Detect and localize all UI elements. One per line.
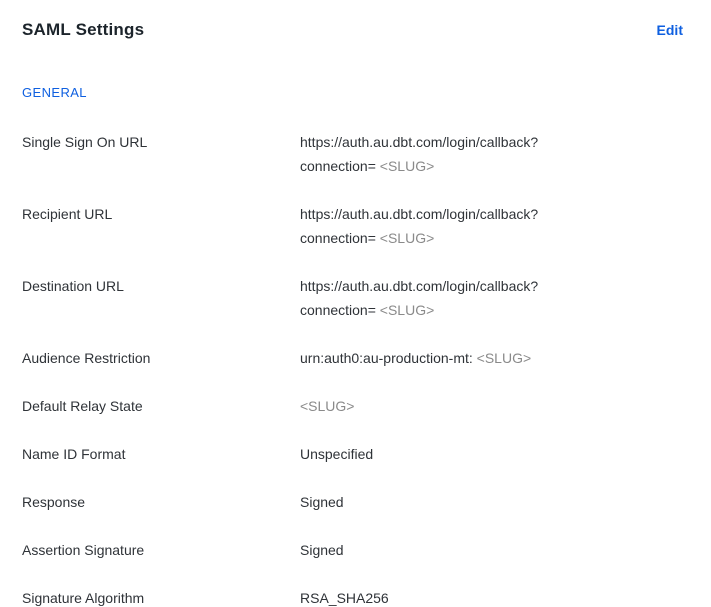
value-line: Signed: [300, 494, 344, 510]
slug-placeholder: <SLUG>: [375, 302, 435, 318]
row-value: [300, 394, 354, 418]
value-line: https://auth.au.dbt.com/login/callback?: [300, 206, 539, 222]
value-line: RSA_SHA256: [300, 590, 389, 606]
settings-row-signature-algorithm: [22, 586, 683, 607]
row-label: Signature Algorithm: [22, 590, 145, 606]
value-line: connection=: [300, 230, 376, 246]
row-value: [300, 274, 538, 322]
row-label: Default Relay State: [22, 398, 143, 414]
value-line: Signed: [300, 542, 344, 558]
settings-row-name-id-format: [22, 442, 683, 466]
edit-button[interactable]: Edit: [656, 22, 683, 38]
row-value: [300, 586, 389, 607]
settings-row-assertion-signature: [22, 538, 683, 562]
settings-row-recipient-url: [22, 202, 683, 250]
row-label: Assertion Signature: [22, 542, 145, 558]
slug-placeholder: <SLUG>: [300, 398, 355, 414]
settings-row-default-relay-state: [22, 394, 683, 418]
row-value: [300, 538, 344, 562]
row-value: [300, 202, 538, 250]
value-line: Unspecified: [300, 446, 374, 462]
value-line: https://auth.au.dbt.com/login/callback?: [300, 278, 539, 294]
page-header: [22, 18, 683, 42]
value-line: https://auth.au.dbt.com/login/callback?: [300, 134, 539, 150]
row-value: [300, 442, 373, 466]
value-line: connection=: [300, 302, 376, 318]
settings-row-destination-url: [22, 274, 683, 322]
row-value: [300, 490, 344, 514]
settings-rows: [22, 130, 683, 607]
settings-row-single-sign-on-url: [22, 130, 683, 178]
row-label: Response: [22, 494, 86, 510]
slug-placeholder: <SLUG>: [375, 158, 435, 174]
section-header-general: GENERAL: [22, 85, 87, 100]
row-label: Recipient URL: [22, 206, 113, 222]
row-value: [300, 130, 538, 178]
settings-row-response: [22, 490, 683, 514]
value-line: urn:auth0:au-production-mt:: [300, 350, 473, 366]
row-label: Destination URL: [22, 278, 124, 294]
row-value: [300, 346, 531, 370]
page-title: SAML Settings: [22, 20, 145, 39]
row-label: Audience Restriction: [22, 350, 151, 366]
slug-placeholder: <SLUG>: [472, 350, 532, 366]
row-label: Single Sign On URL: [22, 134, 148, 150]
slug-placeholder: <SLUG>: [375, 230, 435, 246]
row-label: Name ID Format: [22, 446, 126, 462]
value-line: connection=: [300, 158, 376, 174]
settings-row-audience-restriction: [22, 346, 683, 370]
